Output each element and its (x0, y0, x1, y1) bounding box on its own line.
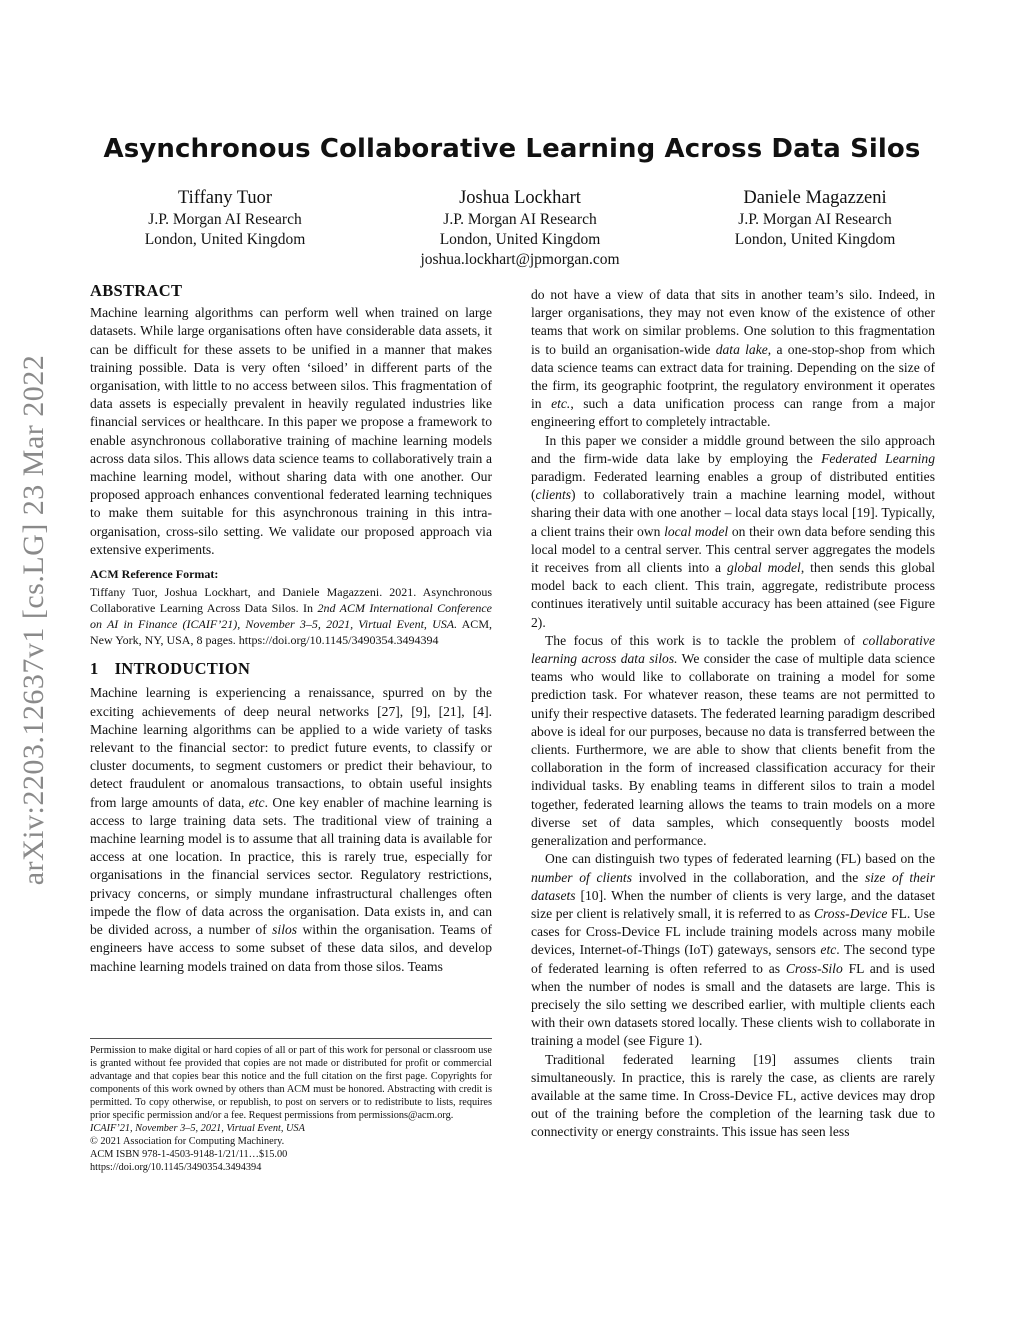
text-span: . One key enabler of machine learning is access to large training data sets. The traditional view of training a machine learning model is to assume that all training data is available for access at one location. In practice, this is rarely true, especially for organisations in the financial services sector. Regulatory restrictions, privacy concerns, or simply mundane infrastructural challenges often impede the flow of data across the organisation. Data exists in, and can be divided across, a number of (90, 794, 492, 938)
emphasis: collaborative learning across data silos. (531, 632, 935, 667)
text-span: . The second type of federated learning is often referred to as (531, 942, 935, 976)
body-paragraph (531, 432, 935, 632)
acm-reference-text (90, 584, 492, 648)
emphasis: clients (535, 487, 572, 503)
acm-reference-part: ACM, New York, NY, USA, 8 pages. https://doi.org/10.1145/3490354.3494394 (90, 617, 492, 648)
text-span: on their own data before sending this local model to a central server. This central server aggregates the models it receives from all clients into a (531, 523, 935, 576)
emphasis: etc (248, 794, 265, 810)
author-affiliation: J.P. Morgan AI Research (443, 211, 597, 228)
permission-notice: Permission to make digital or hard copies of all or part of this work for personal or classroom use is granted without fee provided that copies are not made or distributed for profit or commercial advantage and that copies bear this notice and the full citation on the first page. Copyrights for components of this work owned by others than ACM must be honored. Abstracting with credit is permitted. To copy otherwise, or republish, to post on servers or to redistribute to lists, requires prior specific permission and/or a fee. Request permissions from permissions@acm.org. (90, 1045, 492, 1121)
emphasis: etc. (551, 396, 571, 412)
text-span: In this paper we consider a middle ground between the silo approach and the firm-wide data lake by employing the (531, 432, 935, 466)
text-span: paradigm. Federated learning enables a group of distributed entities ( (531, 469, 935, 503)
section-number: 1 (90, 659, 99, 679)
acm-reference-venue: 2nd ACM International Conference on AI in Finance (ICAIF’21), November 3–5, 2021, Virtual Event, USA. (90, 601, 493, 632)
arxiv-stamp-text: arXiv:2203.12637v1 [cs.LG] 23 Mar 2022 (17, 354, 50, 886)
author-1 (80, 186, 370, 270)
text-span: ) to collaboratively train a machine learning model, without sharing their data with one another – local data stays local [19]. Typically, a client trains their own (531, 487, 935, 539)
emphasis: data lake (715, 341, 768, 357)
footnote-venue (90, 1122, 492, 1135)
author-name: Tiffany Tuor (177, 188, 273, 208)
author-3 (670, 186, 960, 270)
text-span: within the organisation. Teams of engineers have access to some subset of these data silos, and develop machine learning models trained on data from those silos. Teams (90, 922, 493, 974)
footnote-doi[interactable]: https://doi.org/10.1145/3490354.3494394 (90, 1162, 262, 1173)
author-location: London, United Kingdom (144, 231, 306, 248)
text-span: do not have a view of data that sits in another team’s silo. Indeed, in larger organisations, they may not even know of the existence of other teams that work on similar problems. One solution to this fragmentation is to build an organisation-wide (531, 287, 935, 357)
author-affiliation: J.P. Morgan AI Research (738, 211, 892, 228)
text-span: The focus of this work is to tackle the problem of (545, 632, 863, 648)
emphasis: Cross-Silo (785, 960, 843, 976)
body-paragraph (531, 632, 935, 850)
section-heading-introduction (90, 660, 492, 678)
text-span: Machine learning is experiencing a renaissance, spurred on by the exciting achievements of deep neural networks [27], [9], [21], [4]. Machine learning algorithms can be applied to a wide variety of tasks relevant to the financial sector: to predict future events, to classify or cluster documents, to segment customers or predict their behaviour, to detect fraudulent or anomalous transactions, to obtain useful insights from large amounts of data, (90, 685, 492, 810)
emphasis: Federated Learning (821, 450, 936, 466)
author-name: Daniele Magazzeni (743, 188, 887, 208)
author-location: London, United Kingdom (439, 231, 601, 248)
section-title: INTRODUCTION (114, 659, 251, 679)
text-span: FL. Use cases for Cross-Device FL include training models across many mobile devices, Internet-of-Things (IoT) gateways, sensors (531, 905, 936, 958)
author-block (80, 186, 960, 270)
intro-paragraph (90, 684, 492, 975)
acm-reference-part: Tiffany Tuor, Joshua Lockhart, and Daniele Magazzeni. 2021. Asynchronous Collaborative Learning Across Data Silos. In (90, 585, 492, 616)
text-span: One can distinguish two types of federated learning (FL) based on the (545, 851, 935, 867)
left-column (90, 282, 492, 976)
text-span: involved in the collaboration, and the (631, 869, 865, 885)
emphasis: size of their datasets (531, 869, 935, 903)
emphasis: etc (820, 942, 837, 958)
body-paragraph: Traditional federated learning [19] assumes clients train simultaneously. In practice, this is rarely the case, as clients are rarely available at the same time. In Cross-Device FL, active devices may drop out of the training before the completion of the learning task due to connectivity or energy constraints. This issue has seen less (531, 1051, 935, 1140)
emphasis: number of clients (531, 869, 632, 885)
text-span: FL and is used when the number of nodes is small and the datasets are large. This is precisely the silo setting we described earlier, with multiple clients each with their own datasets stored locally. These clients wish to collaborate in training a model (see Figure 1). (531, 960, 935, 1049)
footnote-copyright: © 2021 Association for Computing Machinery. (90, 1136, 285, 1147)
author-name: Joshua Lockhart (459, 188, 581, 208)
footnote-venue-text: ICAIF’21, November 3–5, 2021, Virtual Event, USA (90, 1123, 305, 1134)
author-affiliation: J.P. Morgan AI Research (148, 211, 302, 228)
author-2 (375, 186, 665, 270)
emphasis: silos (272, 922, 298, 938)
body-paragraph (531, 850, 935, 1050)
abstract-heading: ABSTRACT (90, 281, 183, 300)
author-location: London, United Kingdom (734, 231, 896, 248)
body-paragraph (531, 286, 935, 432)
right-column (531, 286, 935, 1142)
text-span: [10]. When the number of clients is very large, and the dataset size per client is relatively small, it is referred to as (531, 887, 935, 921)
text-span: , a one-stop-shop from which data science teams can extract data for training. Depending on the size of the firm, its geographic footprint, the regulatory environment it operates in (531, 341, 935, 412)
text-span: We consider the case of multiple data science teams who would like to collaborate on training a model for some prediction task. For whatever reason, these teams are not permitted to unify their respective datasets. The federated learning paradigm described above is ideal for our purposes, because no data is transferred between the clients. Furthermore, we are able to show that clients benefit from the collaboration in the form of increased classification accuracy for their individual tasks. By enabling teams in different silos to train a model together, federated learning allows the teams to train models on a more diverse set of data samples, which consequently boosts model generalization and performance. (531, 651, 936, 849)
emphasis: local model (664, 523, 729, 539)
abstract-text: Machine learning algorithms can perform well when trained on large datasets. While large organisations often have considerable data assets, it can be difficult for these assets to be unified in a manner that makes training possible. Data is very often ‘siloed’ in different parts of the organisation, with little to no access between silos. This fragmentation of data assets is especially prevalent in heavily regulated industries like financial services or healthcare. In this paper we propose a framework to enable asynchronous collaborative training of machine learning models across data silos. This allows data science teams to collaboratively train a machine learning model, without sharing data with one another. Our proposed approach enhances conventional federated learning techniques to make them suitable for this asynchronous training in this intra-organisation, cross-silo setting. We validate our proposed approach via extensive experiments. (90, 305, 492, 557)
copyright-footnote (90, 1038, 492, 1174)
emphasis: Cross-Device (813, 905, 888, 921)
text-span: , such a data unification process can range from a major engineering effort to completely intractable. (531, 396, 935, 430)
acm-reference-heading: ACM Reference Format: (90, 567, 219, 582)
author-email: joshua.lockhart@jpmorgan.com (420, 251, 620, 268)
footnote-isbn: ACM ISBN 978-1-4503-9148-1/21/11…$15.00 (90, 1149, 288, 1160)
emphasis: global model (726, 560, 801, 576)
paper-title: Asynchronous Collaborative Learning Across Data Silos (103, 134, 921, 164)
text-span: , then sends this global model back to each client. This train, aggregate, redistribute process continues iteratively until suitable accuracy has been attained (see Figure 2). (531, 560, 935, 630)
